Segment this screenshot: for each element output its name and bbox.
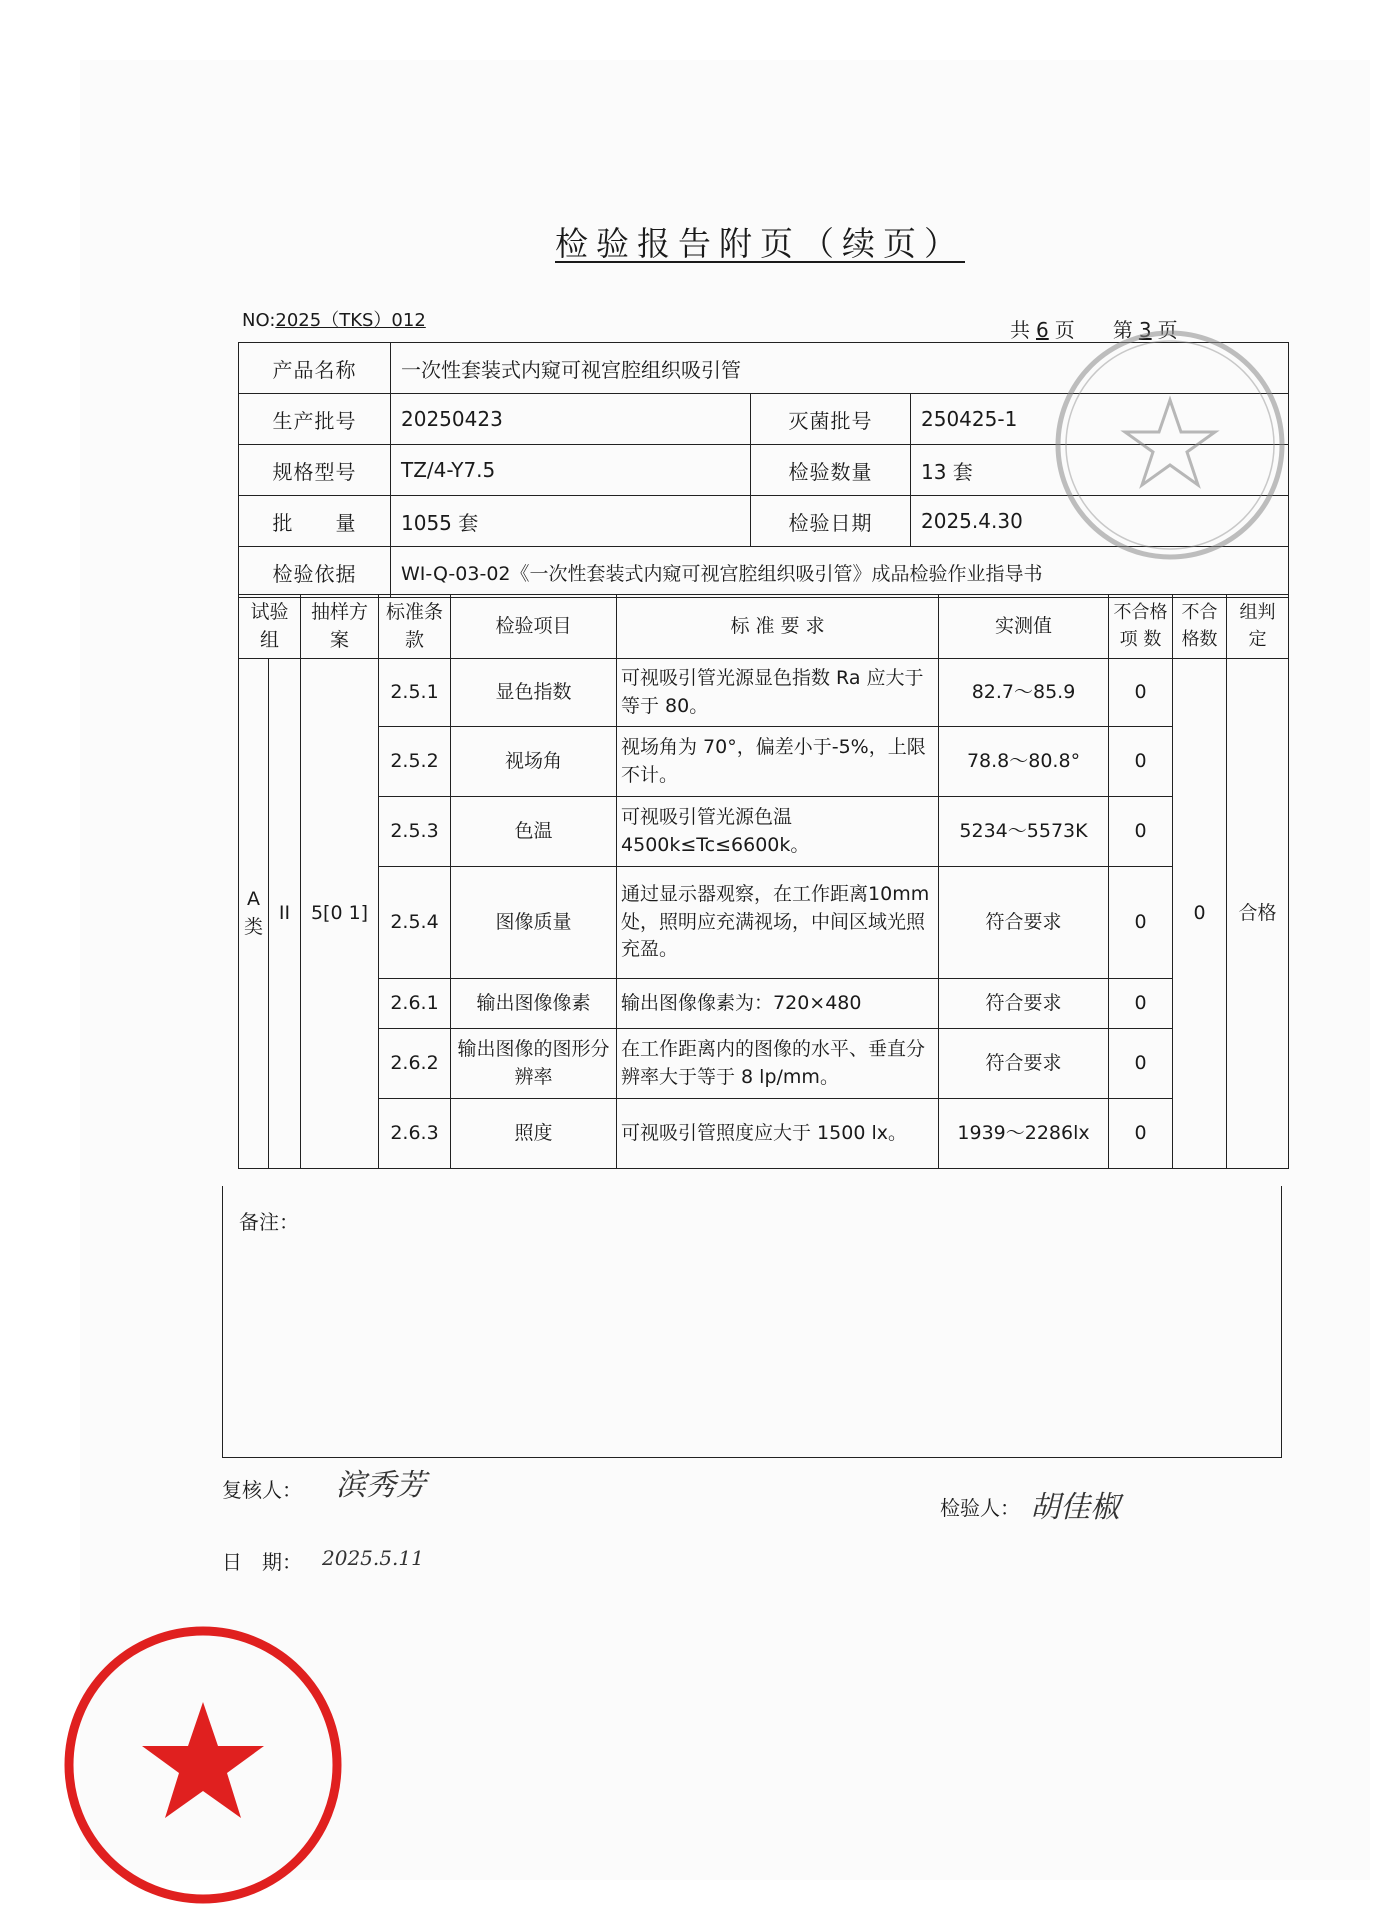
- clause: 2.5.2: [379, 727, 451, 797]
- lot-label: 批 量: [239, 496, 391, 547]
- col-header-nc-count: 不合格数: [1173, 595, 1227, 659]
- total-pages: 6: [1036, 318, 1049, 342]
- table-row: [239, 727, 1289, 797]
- date-value: 2025.4.30: [911, 496, 1289, 547]
- remarks-label: 备注：: [239, 1210, 299, 1234]
- requirement: 视场角为 70°，偏差小于-5%，上限不计。: [617, 727, 939, 797]
- col-header-requirement: 标 准 要 求: [617, 595, 939, 659]
- total-pages-suffix: 页: [1054, 318, 1075, 342]
- table-row: [239, 1029, 1289, 1099]
- clause: 2.5.3: [379, 797, 451, 867]
- requirement: 输出图像像素为：720×480: [617, 979, 939, 1029]
- col-header-sampling: 抽样方案: [301, 595, 379, 659]
- clause: 2.5.1: [379, 659, 451, 727]
- report-number-prefix: NO:: [242, 310, 276, 331]
- requirement: 可视吸引管光源显色指数 Ra 应大于等于 80。: [617, 659, 939, 727]
- nc-items: 0: [1109, 727, 1173, 797]
- measured-value: 5234～5573K: [939, 797, 1109, 867]
- inspection-table: [238, 594, 1289, 1169]
- sterile-batch-label: 灭菌批号: [751, 394, 911, 445]
- requirement: 在工作距离内的图像的水平、垂直分辨率大于等于 8 lp/mm。: [617, 1029, 939, 1099]
- measured-value: 78.8～80.8°: [939, 727, 1109, 797]
- table-row: [239, 979, 1289, 1029]
- table-row: [239, 867, 1289, 979]
- sampling-level: II: [269, 659, 301, 1169]
- measured-value: 1939～2286lx: [939, 1099, 1109, 1169]
- item: 图像质量: [451, 867, 617, 979]
- inspector-signature: 胡佳椒: [1030, 1490, 1120, 1525]
- page-number-prefix: 第: [1112, 318, 1133, 342]
- requirement: 可视吸引管光源色温 4500k≤Tc≤6600k。: [617, 797, 939, 867]
- item: 视场角: [451, 727, 617, 797]
- product-name-label: 产品名称: [239, 343, 391, 394]
- measured-value: 符合要求: [939, 1029, 1109, 1099]
- page-number: 3: [1138, 318, 1152, 342]
- page-number-suffix: 页: [1157, 318, 1178, 342]
- nc-items: 0: [1109, 1099, 1173, 1169]
- gray-inspection-stamp: [1045, 320, 1295, 570]
- date-signature: 2025.5.11: [322, 1546, 424, 1570]
- sampling-plan: 5[0 1]: [301, 659, 379, 1169]
- batch-label: 生产批号: [239, 394, 391, 445]
- lot-value: 1055 套: [391, 496, 751, 547]
- col-header-nc-items: 不合格项 数: [1109, 595, 1173, 659]
- product-name: 一次性套装式内窥可视宫腔组织吸引管: [391, 343, 1289, 394]
- table-row: [239, 797, 1289, 867]
- nc-items: 0: [1109, 797, 1173, 867]
- inspector-label: 检验人：: [940, 1496, 1020, 1520]
- item: 输出图像的图形分辨率: [451, 1029, 617, 1099]
- red-company-stamp: [58, 1620, 348, 1910]
- requirement: 通过显示器观察，在工作距离10mm 处，照明应充满视场，中间区域光照充盈。: [617, 867, 939, 979]
- basis-label: 检验依据: [239, 547, 391, 598]
- col-header-item: 检验项目: [451, 595, 617, 659]
- nc-items: 0: [1109, 659, 1173, 727]
- measured-value: 符合要求: [939, 867, 1109, 979]
- item: 照度: [451, 1099, 617, 1169]
- col-header-measured: 实测值: [939, 595, 1109, 659]
- clause: 2.5.4: [379, 867, 451, 979]
- nc-count: 0: [1173, 659, 1227, 1169]
- nc-items: 0: [1109, 867, 1173, 979]
- reviewer-label: 复核人：: [222, 1478, 302, 1502]
- batch-value: 20250423: [391, 394, 751, 445]
- sterile-batch-value: 250425-1: [911, 394, 1289, 445]
- basis-value: WI-Q-03-02《一次性套装式内窥可视宫腔组织吸引管》成品检验作业指导书: [391, 547, 1289, 598]
- clause: 2.6.3: [379, 1099, 451, 1169]
- measured-value: 符合要求: [939, 979, 1109, 1029]
- col-header-group: 试验组: [239, 595, 301, 659]
- remarks-box: [222, 1186, 1282, 1458]
- group-verdict: 合格: [1227, 659, 1289, 1169]
- model-label: 规格型号: [239, 445, 391, 496]
- measured-value: 82.7～85.9: [939, 659, 1109, 727]
- nc-items: 0: [1109, 979, 1173, 1029]
- table-row: [239, 659, 1289, 727]
- clause: 2.6.1: [379, 979, 451, 1029]
- report-number-value: 2025（TKS）012: [275, 310, 426, 331]
- model-value: TZ/4-Y7.5: [391, 445, 751, 496]
- table-row: [239, 1099, 1289, 1169]
- nc-items: 0: [1109, 1029, 1173, 1099]
- requirement: 可视吸引管照度应大于 1500 lx。: [617, 1099, 939, 1169]
- group-label: A类: [239, 659, 269, 1169]
- date-label: 检验日期: [751, 496, 911, 547]
- date-sign-label: 日 期：: [222, 1550, 302, 1574]
- clause: 2.6.2: [379, 1029, 451, 1099]
- col-header-verdict: 组判定: [1227, 595, 1289, 659]
- total-pages-prefix: 共: [1010, 318, 1030, 342]
- qty-value: 13 套: [911, 445, 1289, 496]
- report-number: [242, 306, 426, 332]
- item: 显色指数: [451, 659, 617, 727]
- item: 输出图像像素: [451, 979, 617, 1029]
- qty-label: 检验数量: [751, 445, 911, 496]
- reviewer-signature: 滨秀芳: [336, 1468, 426, 1503]
- col-header-clause: 标准条款: [379, 595, 451, 659]
- item: 色温: [451, 797, 617, 867]
- report-title: 检验报告附页（续页）: [555, 224, 965, 263]
